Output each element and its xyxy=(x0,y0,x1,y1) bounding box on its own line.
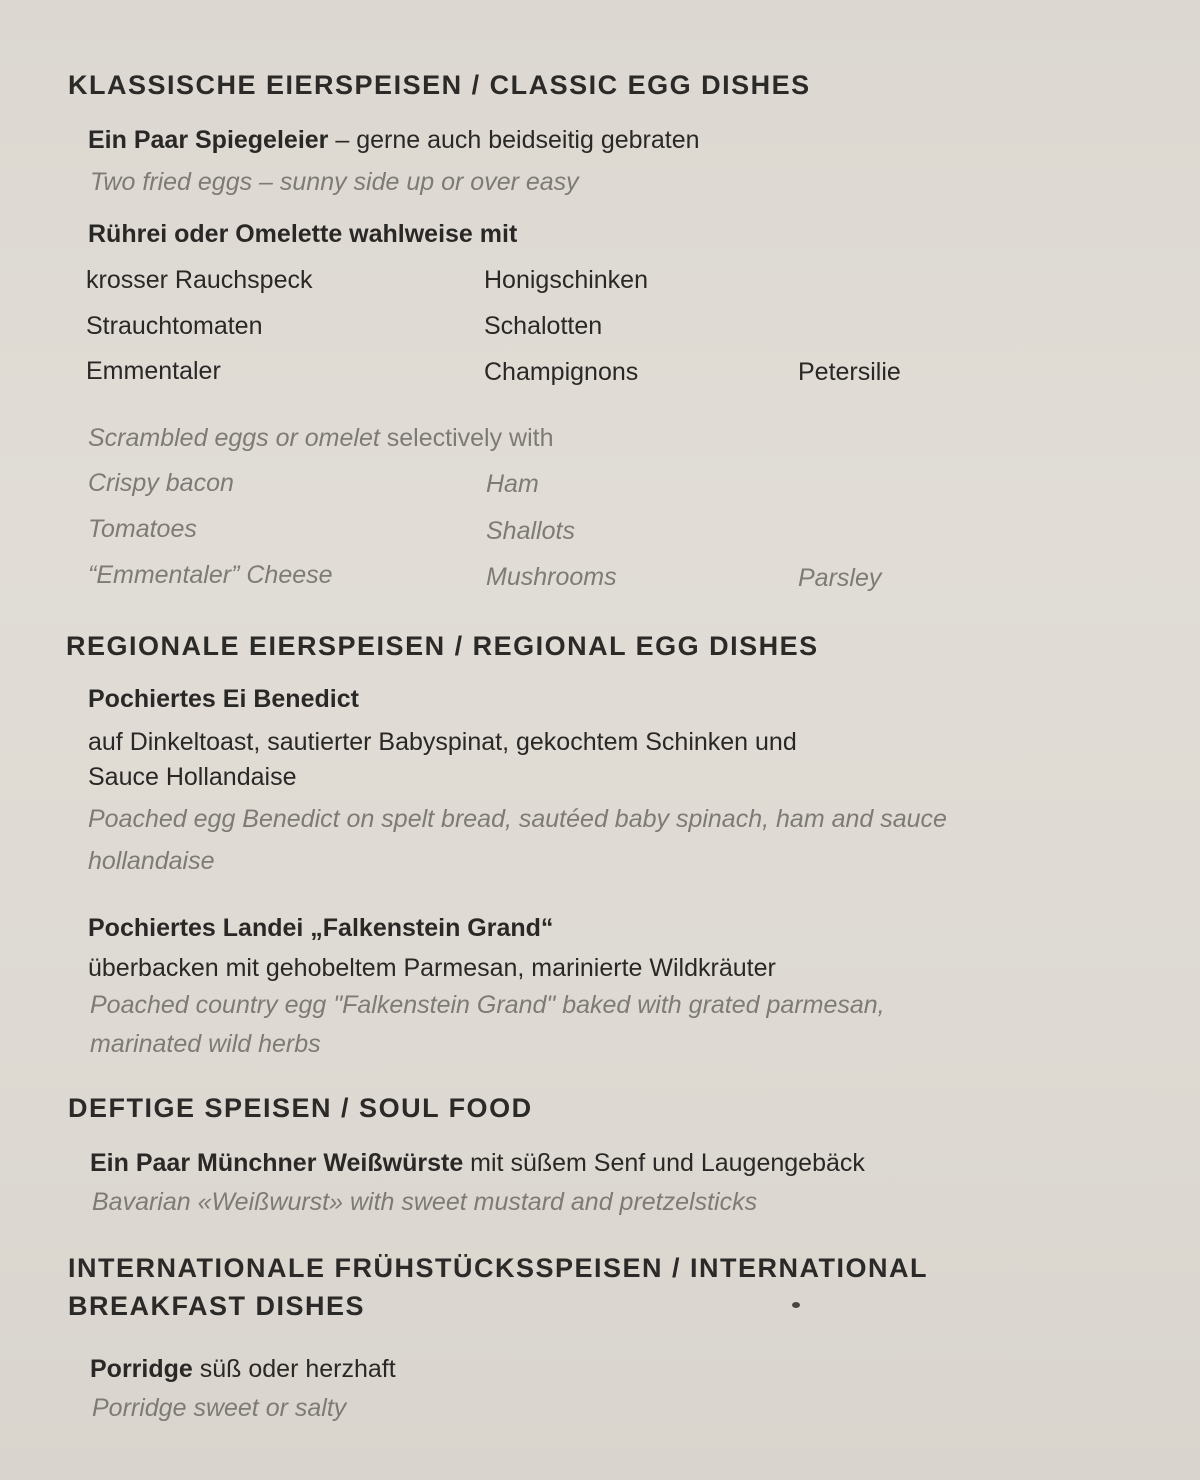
dish-landei-en-2: marinated wild herbs xyxy=(90,1030,321,1058)
section-heading-classic: KLASSISCHE EIERSPEISEN / CLASSIC EGG DISHES xyxy=(68,70,811,100)
option-en-ham: Ham xyxy=(486,470,539,498)
dish-landei-title-de xyxy=(88,910,553,946)
dish-fried-eggs-title: Ein Paar Spiegeleier xyxy=(88,126,329,154)
option-de-cheese: Emmentaler xyxy=(86,357,221,385)
dish-landei-en-1 xyxy=(90,987,885,1023)
dish-porridge-de xyxy=(90,1351,396,1387)
dish-scrambled-title-de xyxy=(88,216,517,252)
paper-speck xyxy=(792,1302,800,1308)
section-heading-international-2: BREAKFAST DISHES xyxy=(68,1291,366,1321)
dish-landei-desc-de: überbacken mit gehobeltem Parmesan, marinierte Wildkräuter xyxy=(88,954,776,982)
option-en-mushrooms: Mushrooms xyxy=(486,563,617,591)
dish-scrambled-title-en-rest: selectively with xyxy=(379,424,554,452)
dish-scrambled-title: Rührei oder Omelette wahlweise mit xyxy=(88,220,518,248)
dish-weisswurst-de xyxy=(90,1145,865,1181)
dish-benedict-desc-en: on spelt bread, sautéed baby spinach, ham and sauce xyxy=(339,805,947,833)
option-de-ham: Honigschinken xyxy=(484,266,648,294)
option-en-shallots: Shallots xyxy=(486,517,575,545)
option-en-cheese: “Emmentaler” Cheese xyxy=(88,561,333,589)
section-heading-regional: REGIONALE EIERSPEISEN / REGIONAL EGG DISHES xyxy=(66,631,819,661)
dish-landei-title: Pochiertes Landei „Falkenstein Grand“ xyxy=(88,914,554,942)
option-en-tomatoes: Tomatoes xyxy=(88,515,197,543)
option-de-shallots: Schalotten xyxy=(484,312,603,340)
dish-scrambled-title-en-italic: Scrambled eggs or omelet xyxy=(88,424,380,452)
option-de-parsley: Petersilie xyxy=(798,358,901,386)
dish-weisswurst-en: Bavarian «Weißwurst» with sweet mustard and pretzelsticks xyxy=(92,1188,758,1216)
option-en-bacon: Crispy bacon xyxy=(88,469,234,497)
dish-fried-eggs-de xyxy=(88,122,700,158)
dish-scrambled-title-en xyxy=(88,420,553,456)
dish-porridge-title: Porridge xyxy=(90,1355,193,1383)
section-heading-international-1: INTERNATIONALE FRÜHSTÜCKSSPEISEN / INTERNATIONAL xyxy=(68,1253,929,1283)
dish-benedict-desc-de-2: Sauce Hollandaise xyxy=(88,763,297,791)
dish-landei-title-en: Poached country egg "Falkenstein Grand" xyxy=(90,991,556,1019)
dish-benedict-desc-de-1: auf Dinkeltoast, sautierter Babyspinat, gekochtem Schinken und xyxy=(88,728,797,756)
option-de-mushrooms: Champignons xyxy=(484,358,639,386)
dish-fried-eggs-en: Two fried eggs – sunny side up or over easy xyxy=(90,168,579,196)
option-en-parsley: Parsley xyxy=(798,564,882,592)
section-heading-soul-food: DEFTIGE SPEISEN / SOUL FOOD xyxy=(68,1093,533,1123)
dish-weisswurst-note: mit süßem Senf und Laugengebäck xyxy=(463,1149,865,1177)
dish-benedict-title-en: Poached egg Benedict xyxy=(88,805,340,833)
dish-benedict-title: Pochiertes Ei Benedict xyxy=(88,685,359,713)
dish-benedict-en-1 xyxy=(88,801,947,837)
dish-fried-eggs-note: – gerne auch beidseitig gebraten xyxy=(328,126,700,154)
dish-porridge-note: süß oder herzhaft xyxy=(192,1355,396,1383)
dish-benedict-title-de xyxy=(88,681,359,717)
dish-weisswurst-title: Ein Paar Münchner Weißwürste xyxy=(90,1149,464,1177)
option-de-tomatoes: Strauchtomaten xyxy=(86,312,263,340)
dish-landei-desc-en: baked with grated parmesan, xyxy=(555,991,885,1019)
option-de-bacon: krosser Rauchspeck xyxy=(86,266,313,294)
dish-benedict-en-2: hollandaise xyxy=(88,847,215,875)
dish-porridge-en: Porridge sweet or salty xyxy=(92,1394,347,1422)
